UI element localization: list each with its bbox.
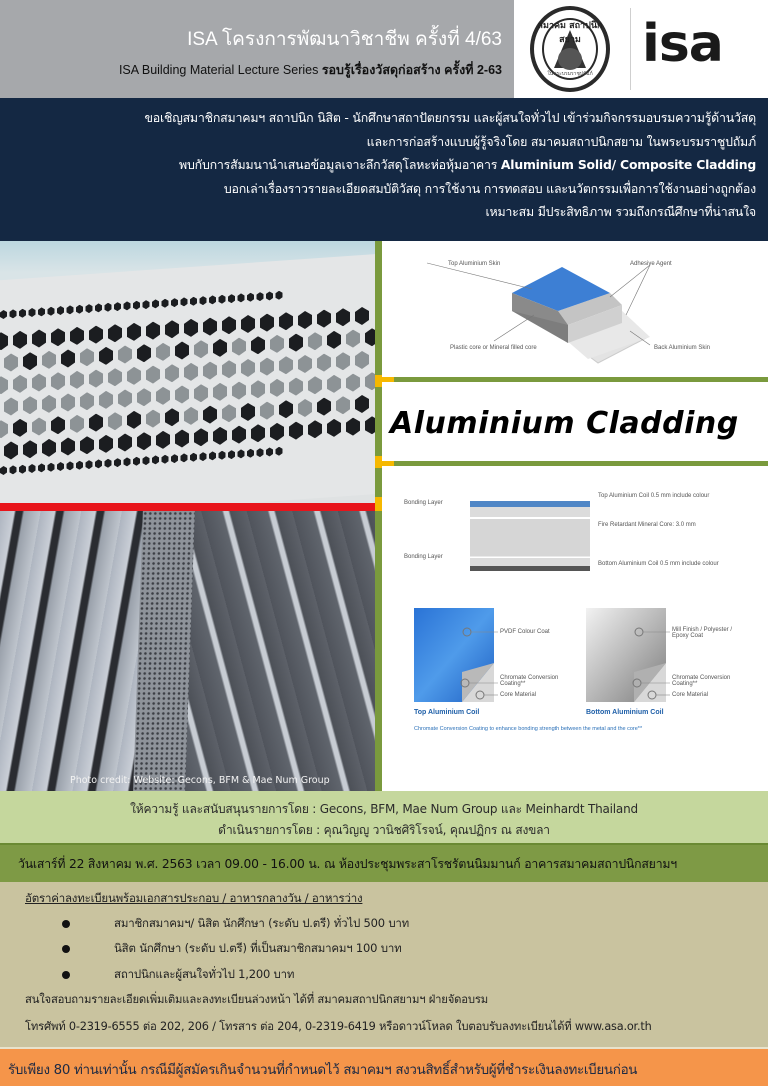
intro-line-2: และการก่อสร้างแบบผู้รู้จริงโดย สมาคมสถาปนิกสยาม ในพระบรมราชูปถัมภ์ — [366, 133, 756, 149]
logo-panel — [514, 0, 768, 98]
label-top-skin: Top Aluminium Skin — [448, 261, 501, 267]
moderators-line: ดำเนินรายการโดย : คุณวิญญู วานิชศิริโรจน์, คุณปฏิกร ณ สงขลา — [218, 823, 550, 837]
aluminium-cladding-title: Aluminium Cladding — [390, 406, 739, 441]
contact-phone-website[interactable]: โทรศัพท์ 0-2319-6555 ต่อ 202, 206 / โทรสาร ต่อ 204, 0-2319-6419 หรือดาวน์โหลด ใบตอบรับลงทะเบียนได้ที่ www.asa.or.th — [25, 1020, 652, 1033]
label-core-top: Core Material — [500, 692, 537, 698]
fee-item-label: สถาปนิกและผู้สนใจทั่วไป 1,200 บาท — [114, 967, 295, 981]
fee-item — [62, 966, 294, 984]
fee-item — [62, 915, 409, 933]
yellow-accent — [375, 375, 382, 387]
yellow-rule-accent — [382, 461, 394, 466]
chromate-note: Chromate Conversion Coating to enhance bonding strength between the metal and the core** — [414, 726, 643, 732]
label-adhesive: Adhesive Agent — [630, 261, 672, 267]
label-mill-coat: Mill Finish / Polyester / Epoxy Coat — [672, 627, 733, 639]
green-vertical-divider — [375, 241, 382, 791]
fees-panel — [0, 882, 768, 1047]
fee-item-label: นิสิต นักศึกษา (ระดับ ป.ตรี) ที่เป็นสมาชิกสมาคมฯ 100 บาท — [114, 941, 402, 955]
contact-info: สนใจสอบถามรายละเอียดเพิ่มเติมและลงทะเบียนล่วงหน้า ได้ที่ สมาคมสถาปนิกสยามฯ ฝ่ายจัดอบรม — [25, 993, 488, 1006]
asa-seal-logo — [530, 6, 610, 92]
intro-line-1: ขอเชิญสมาชิกสมาคมฯ สถาปนิก นิสิต - นักศึกษาสถาปัตยกรรม และผู้สนใจทั่วไป เข้าร่วมกิจกรรมอบรมความรู้ด้านวัสดุ — [144, 110, 756, 125]
capacity-notice-bar — [0, 1047, 768, 1086]
caption-bottom-coil: Bottom Aluminium Coil — [586, 709, 664, 716]
event-date-bar — [0, 843, 768, 882]
red-divider — [0, 503, 375, 511]
green-rule — [382, 461, 768, 466]
capacity-notice: รับเพียง 80 ท่านเท่านั้น กรณีมีผู้สมัครเกินจำนวนที่กำหนดไว้ สมาคมฯ สงวนสิทธิ์สำหรับผู้ที่ชำระเงินลงทะเบียนก่อน — [8, 1063, 638, 1078]
seal-text-bottom: ในพระบรมราชูปถัมภ์ — [547, 71, 593, 77]
perforated-strip — [133, 511, 195, 791]
logo-divider — [630, 8, 631, 90]
caption-top-coil: Top Aluminium Coil — [414, 709, 480, 716]
label-chromate-bottom: Chromate Conversion Coating** — [672, 675, 731, 687]
intro-panel — [0, 98, 768, 241]
intro-line-3-th: พบกับการสัมมนานำเสนอข้อมูลเจาะลึกวัสดุโลหะห่อหุ้มอาคาร — [179, 157, 501, 172]
label-bonding-bottom: Bonding Layer — [404, 554, 443, 560]
facade-panel — [0, 253, 375, 503]
title-band — [382, 382, 768, 462]
composite-panel-diagram — [382, 241, 768, 375]
cladding-fins-photo — [0, 511, 375, 791]
isa-logo: isa — [642, 14, 723, 74]
intro-line-5: เหมาะสม มีประสิทธิภาพ รวมถึงกรณีศึกษาที่น่าสนใจ — [485, 204, 756, 219]
yellow-accent — [375, 497, 382, 511]
label-back-skin: Back Aluminium Skin — [654, 345, 711, 351]
seal-text-top: สมาคม สถาปนิก สยาม — [537, 21, 603, 45]
label-chromate-top: Chromate Conversion Coating** — [500, 675, 559, 687]
label-bonding-top: Bonding Layer — [404, 500, 443, 506]
seal-emblem-icon — [558, 48, 582, 70]
sponsors-panel — [0, 791, 768, 843]
bullet-icon — [62, 971, 70, 979]
series-subtitle-en: ISA Building Material Lecture Series — [118, 63, 322, 77]
label-core: Plastic core or Mineral filled core — [450, 345, 537, 351]
program-title: ISA โครงการพัฒนาวิชาชีพ ครั้งที่ 4/63 — [187, 29, 502, 50]
label-fire-core: Fire Retardant Mineral Core: 3.0 mm — [598, 522, 696, 528]
bullet-icon — [62, 945, 70, 953]
intro-line-4: บอกเล่าเรื่องราวรายละเอียดสมบัติวัสดุ การใช้งาน การทดสอบ และนวัตกรรมเพื่อการใช้งานอย่างถูกต้อง — [223, 180, 756, 196]
event-date-venue: วันเสาร์ที่ 22 สิงหาคม พ.ศ. 2563 เวลา 09.00 - 16.00 น. ณ ห้องประชุมพระสาโรชรัตนนิมมานก์ อาคารสมาคมสถาปนิกสยามฯ — [18, 857, 678, 871]
intro-line-3-en: Aluminium Solid/ Composite Cladding — [500, 157, 756, 172]
series-subtitle-th: รอบรู้เรื่องวัสดุก่อสร้าง ครั้งที่ 2-63 — [321, 63, 502, 77]
layers-diagram — [382, 467, 768, 791]
fees-title: อัตราค่าลงทะเบียนพร้อมเอกสารประกอบ / อาหารกลางวัน / อาหารว่าง — [25, 891, 363, 905]
label-bottom-coil: Bottom Aluminium Coil 0.5 mm include colour — [598, 561, 719, 567]
bullet-icon — [62, 920, 70, 928]
composite-panel-illustration — [382, 241, 768, 375]
fee-item — [62, 940, 401, 958]
photo-credit: Photo credit: Website: Gecons, BFM & Mae Num Group — [70, 775, 330, 786]
intro-line-3 — [0, 153, 756, 177]
series-subtitle — [119, 60, 502, 80]
label-pvdf-coat: PVDF Colour Coat — [500, 629, 550, 635]
yellow-accent — [375, 456, 382, 468]
sponsors-line: ให้ความรู้ และสนับสนุนรายการโดย : Gecons, BFM, Mae Num Group และ Meinhardt Thailand — [130, 802, 638, 816]
label-core-bottom: Core Material — [672, 692, 709, 698]
header-title-panel — [0, 0, 514, 98]
label-top-coil: Top Aluminium Coil 0.5 mm include colour — [598, 493, 710, 499]
header — [0, 0, 768, 98]
perforated-facade-photo — [0, 241, 375, 503]
fee-item-label: สมาชิกสมาคมฯ/ นิสิต นักศึกษา (ระดับ ป.ตรี) ทั่วไป 500 บาท — [114, 916, 410, 930]
dark-panels — [185, 511, 375, 791]
